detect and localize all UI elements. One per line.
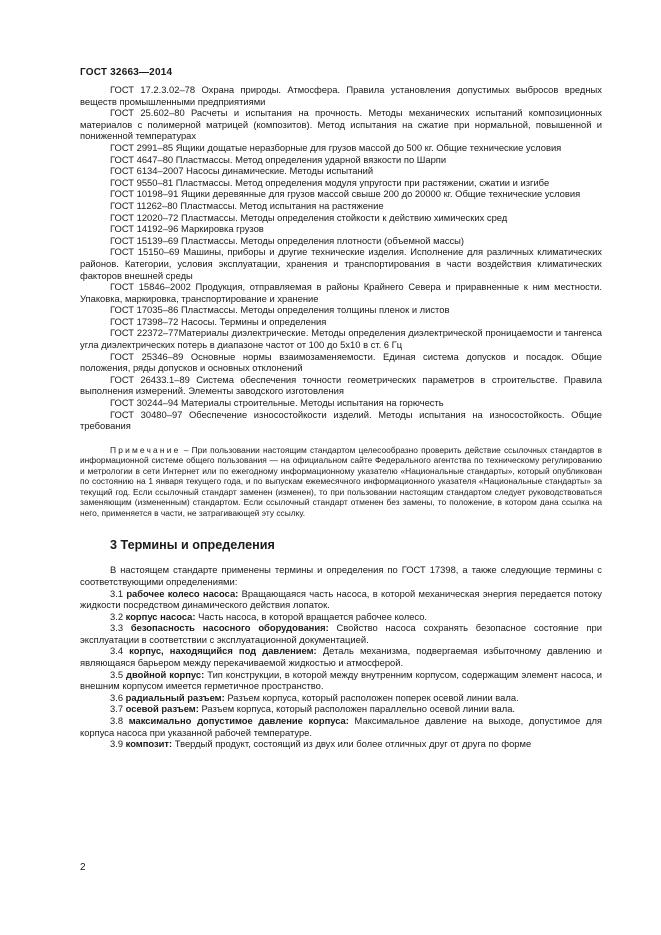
reference-entry: ГОСТ 26433.1–89 Система обеспечения точности геометрических параметров в строительстве. Правила выполнения измерений. Элементы заводского изготовления <box>80 373 602 397</box>
term-number: 3.3 <box>110 622 131 634</box>
term-text: Разъем корпуса, который расположен параллельно осевой линии вала. <box>198 703 516 715</box>
term-text: Максимальное давление на выходе, допустимое для корпуса насоса при указанной рабочей температуре. <box>80 715 602 738</box>
reference-entry: ГОСТ 11262–80 Пластмассы. Метод испытания на растяжение <box>110 199 384 211</box>
term-text: Твердый продукт, состоящий из двух или более отличных друг от друга по форме <box>172 738 532 750</box>
reference-entry: ГОСТ 22372–77Материалы диэлектрические. Методы определения диэлектрической проницаемости и тангенса угла диэлектрических потерь в диапазоне частот от 100 до 5х10 в ст. 6 Гц <box>80 327 602 351</box>
term-name: композит: <box>125 738 173 750</box>
reference-entry: ГОСТ 17035–86 Пластмассы. Методы определения толщины пленок и листов <box>110 304 450 316</box>
term-number: 3.4 <box>110 645 130 657</box>
references-note <box>80 445 602 519</box>
term-definition <box>80 703 602 715</box>
term-definition <box>80 669 602 692</box>
term-name: корпус, находящийся под давлением: <box>129 645 317 657</box>
term-name: рабочее колесо насоса: <box>126 587 239 599</box>
reference-entry: ГОСТ 14192–96 Маркировка грузов <box>110 223 264 235</box>
term-definition <box>80 622 602 645</box>
reference-entry: ГОСТ 9550–81 Пластмассы. Метод определения модуля упругости при растяжении, сжатии и изгибе <box>110 176 550 188</box>
reference-entry: ГОСТ 30244–94 Материалы строительные. Методы испытания на горючесть <box>110 397 444 409</box>
term-text: Свойство насоса сохранять безопасное состояние при эксплуатации в соответствии с эксплуатационной документацией. <box>80 622 602 645</box>
reference-entry: ГОСТ 17398–72 Насосы. Термины и определения <box>110 315 327 327</box>
term-text: Вращающаяся часть насоса, в которой механическая энергия передается потоку жидкости посредством динамического действия лопаток. <box>80 587 602 611</box>
reference-entry: ГОСТ 15150–69 Машины, приборы и другие технические изделия. Исполнение для различных климатических районов. Категории, условия эксплуатации, хранения и транспортирования в части воздействия климатических факторов внешней среды <box>80 246 602 281</box>
term-text: Тип конструкции, в которой между внутренним корпусом, содержащим элемент насоса, и внешним корпусом имеется герметичное пространство. <box>80 668 603 692</box>
term-definition <box>80 692 602 704</box>
term-definition <box>80 645 602 668</box>
reference-entry: ГОСТ 4647–80 Пластмассы. Метод определения ударной вязкости по Шарпи <box>110 153 447 165</box>
reference-entry: ГОСТ 12020–72 Пластмассы. Методы определения стойкости к действию химических сред <box>110 211 508 223</box>
normative-references-list <box>80 84 602 432</box>
document-header: ГОСТ 32663—2014 <box>80 67 173 78</box>
term-name: безопасность насосного оборудования: <box>130 622 329 634</box>
term-number: 3.7 <box>110 703 126 715</box>
reference-entry: ГОСТ 10198–91 Ящики деревянные для грузов массой свыше 200 до 20000 кг. Общие технические условия <box>110 188 581 200</box>
term-number: 3.2 <box>110 610 126 622</box>
term-definition <box>80 738 602 750</box>
term-definition <box>80 588 602 611</box>
term-name: максимально допустимое давление корпуса: <box>128 715 349 727</box>
term-number: 3.6 <box>110 691 126 703</box>
term-text: Часть насоса, в которой вращается рабочее колесо. <box>195 610 428 622</box>
reference-entry: ГОСТ 15846–2002 Продукция, отправляемая в районы Крайнего Севера и приравненные к ним местности. Упаковка, маркировка, транспортирование и хранение <box>80 281 602 304</box>
term-number: 3.9 <box>110 738 126 750</box>
term-number: 3.8 <box>110 715 129 727</box>
term-name: осевой разъем: <box>125 703 199 715</box>
term-number: 3.5 <box>110 668 127 680</box>
section-heading: 3 Термины и определения <box>110 538 275 553</box>
reference-entry: ГОСТ 30480–97 Обеспечение износостойкости изделий. Методы испытания на износостойкость. Общие требования <box>80 408 602 432</box>
page-number: 2 <box>80 862 86 873</box>
reference-entry: ГОСТ 25346–89 Основные нормы взаимозаменяемости. Единая система допусков и посадок. Общие положения, ряды допусков и основных отклонений <box>80 350 602 374</box>
section-intro: В настоящем стандарте применены термины и определения по ГОСТ 17398, а также следующие термины с соответствующими определениями: <box>80 564 602 587</box>
reference-entry: ГОСТ 15139–69 Пластмассы. Методы определения плотности (объемной массы) <box>110 234 465 246</box>
term-definition <box>80 611 602 623</box>
reference-entry: ГОСТ 17.2.3.02–78 Охрана природы. Атмосфера. Правила установления допустимых выбросов вредных веществ промышленными предприятиями <box>80 84 602 107</box>
term-name: корпус насоса: <box>125 610 196 622</box>
term-text: Деталь механизма, подвергаемая избыточному давлению и являющаяся барьером между перекачиваемой жидкостью и атмосферой. <box>80 645 602 669</box>
term-definition <box>80 715 602 738</box>
reference-entry: ГОСТ 2991–85 Ящики дощатые неразборные для грузов массой до 500 кг. Общие технические условия <box>110 141 562 153</box>
term-text: Разъем корпуса, который расположен поперек осевой линии вала. <box>224 691 519 703</box>
document-body <box>80 84 602 750</box>
term-number: 3.1 <box>110 587 127 599</box>
term-name: радиальный разъем: <box>125 691 225 703</box>
note-text: – При пользовании настоящим стандартом целесообразно проверить действие ссылочных стандартов в информационной системе общего пользования — на официальном сайте Федерального агентства по техническому регулированию и метрологии в сети Интернет или по ежегодному информационному указателю «Национальные стандарты», который опубликован по состоянию на 1 января текущего года, и по выпускам ежемесячного информационного указателя «Национальные стандарты» за текущий год. Если ссылочный стандарт заменен (изменен), то при пользовании настоящим стандартом следует руководствоваться заменяющим (измененным) стандартом. Если ссылочный стандарт отменен без замены, то положение, в котором дана ссылка на него, применяется в части, не затрагивающей эту ссылку. <box>80 444 602 518</box>
term-name: двойной корпус: <box>126 668 205 680</box>
note-label: Примечание <box>110 444 181 455</box>
reference-entry: ГОСТ 25.602–80 Расчеты и испытания на прочность. Методы механических испытаний композиционных материалов с полимерной матрицей (композитов). Метод испытания на сжатие при нормальной, повышенной и пониженной температурах <box>80 107 602 142</box>
reference-entry: ГОСТ 6134–2007 Насосы динамические. Методы испытаний <box>110 165 374 177</box>
